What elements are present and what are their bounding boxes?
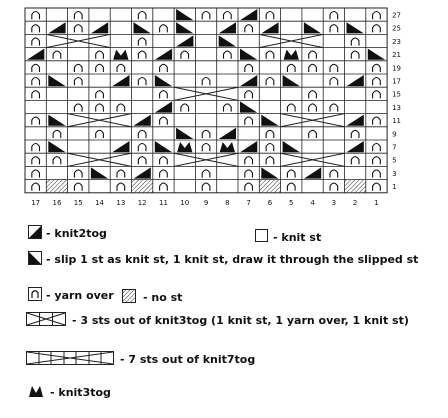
row-number: 23 [392, 37, 402, 46]
slip-knit-icon [28, 251, 42, 265]
stitch-number: 3 [331, 198, 337, 205]
stitch-number: 6 [267, 198, 273, 205]
stitch-number: 9 [203, 198, 209, 205]
row-number: 7 [392, 143, 397, 152]
legend-label: - knit2tog [46, 227, 107, 240]
knit3tog-icon [28, 384, 44, 398]
row-number: 3 [392, 169, 397, 178]
knit-st-icon [255, 229, 269, 243]
stitch-number: 5 [289, 198, 294, 205]
legend-knit3tog [0, 384, 448, 404]
stitch-number: 4 [310, 198, 315, 205]
row-number: 19 [392, 64, 402, 73]
knit7tog-7sts-icon [26, 351, 114, 365]
row-number: 15 [392, 90, 402, 99]
knit2tog-icon [28, 225, 42, 239]
stitch-number: 11 [158, 198, 168, 205]
legend-label: - knit st [273, 231, 322, 244]
stitch-number: 15 [73, 198, 83, 205]
row-number: 11 [392, 117, 402, 126]
stitch-number: 1 [374, 198, 379, 205]
no-st-icon [122, 289, 136, 303]
stitch-number: 16 [52, 198, 62, 205]
stitch-number: 14 [95, 198, 105, 205]
stitch-number: 7 [246, 198, 251, 205]
legend-knit-st [255, 229, 435, 249]
legend-knit3tog-3sts [0, 312, 448, 332]
legend-label: - no st [143, 291, 183, 304]
stitch-number: 12 [137, 198, 147, 205]
legend-label: - yarn over [46, 289, 114, 302]
legend-no-st [122, 289, 242, 309]
legend-label: - knit3tog [50, 386, 111, 399]
row-number: 21 [392, 51, 402, 60]
no-st-cell [259, 180, 280, 193]
stitch-number: 8 [225, 198, 230, 205]
row-number: 25 [392, 24, 402, 33]
row-number: 17 [392, 77, 402, 86]
no-st-cell [345, 180, 366, 193]
stitch-number: 13 [116, 198, 126, 205]
stitch-number: 2 [352, 198, 358, 205]
knit3tog-3sts-icon [26, 312, 66, 326]
stitch-number: 17 [31, 198, 41, 205]
chart-grid-svg [0, 0, 448, 205]
yarn-over-icon [28, 287, 42, 301]
row-number: 13 [392, 103, 402, 112]
legend-label: - slip 1 st as knit st, 1 knit st, draw it through the slipped st [46, 253, 419, 266]
legend-label: - 3 sts out of knit3tog (1 knit st, 1 yarn over, 1 knit st) [72, 314, 409, 327]
knitting-chart [0, 0, 448, 205]
no-st-cell [132, 180, 153, 193]
row-number: 5 [392, 156, 397, 165]
no-st-cell [46, 180, 67, 193]
legend-knit7tog-7sts [0, 351, 448, 371]
row-number: 9 [392, 130, 397, 139]
row-number: 27 [392, 11, 402, 20]
legend-label: - 7 sts out of knit7tog [120, 353, 256, 366]
row-number: 1 [392, 183, 397, 192]
stitch-number: 10 [180, 198, 190, 205]
legend-slip-knit [0, 251, 448, 271]
